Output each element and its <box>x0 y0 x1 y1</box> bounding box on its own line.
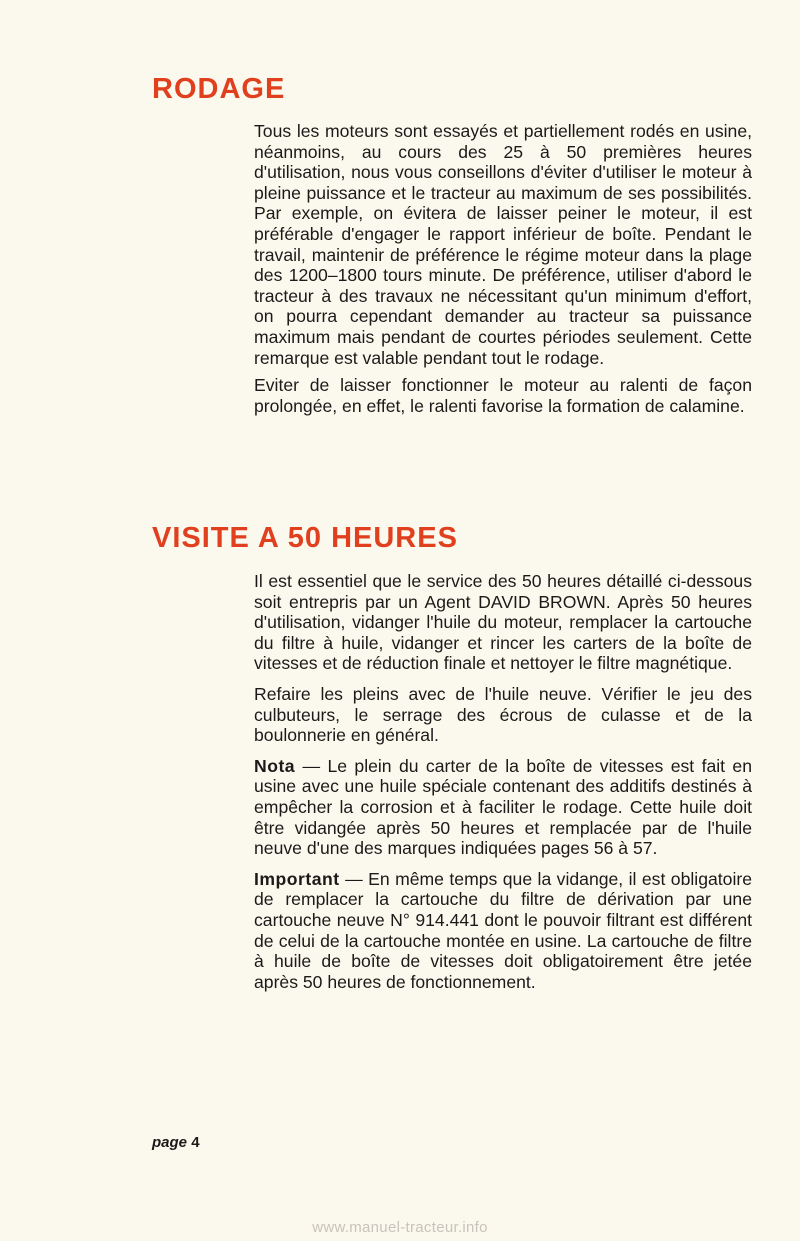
page-number <box>152 1134 200 1151</box>
section-visite <box>254 571 752 1002</box>
watermark: www.manuel-tracteur.info <box>312 1219 488 1236</box>
section-title-rodage: RODAGE <box>152 73 286 105</box>
important-paragraph <box>254 869 752 993</box>
section-title-visite: VISITE A 50 HEURES <box>152 522 458 554</box>
important-label: Important <box>254 868 340 889</box>
nota-text: — Le plein du carter de la boîte de vitesses est fait en usine avec une huile spéciale contenant des additifs destinés à empêcher la corrosion et à faciliter le rodage. Cette huile doit être vidangée après 50 heures et remplacée par de l'huile neuve d'une des marques indiquées pages 56 à 57. <box>254 755 752 859</box>
paragraph: Il est essentiel que le service des 50 heures détaillé ci-dessous soit entrepris par un Agent DAVID BROWN. Après 50 heures d'utilisation, vidanger l'huile du moteur, remplacer la cartouche du filtre à huile, vidanger et rincer les carters de la boîte de vitesses et de réduction finale et nettoyer le filtre magnétique. <box>254 571 752 674</box>
paragraph: Eviter de laisser fonctionner le moteur au ralenti de façon prolongée, en effet, le ralenti favorise la formation de calamine. <box>254 375 752 416</box>
paragraph: Refaire les pleins avec de l'huile neuve. Vérifier le jeu des culbuteurs, le serrage des écrous de culasse et de la boulonnerie en général. <box>254 683 752 746</box>
paragraph: Tous les moteurs sont essayés et partiellement rodés en usine, néanmoins, au cours des 25 à 50 premières heures d'utilisation, nous vous conseillons d'éviter d'utiliser le moteur à pleine puissance et le tracteur au maximum de ses possibilités. Par exemple, on évitera de laisser peiner le moteur, il est préférable d'engager le rapport inférieur de boîte. Pendant le travail, maintenir de préférence le régime moteur dans la plage des 1200–1800 tours minute. De préférence, utiliser d'abord le tracteur à des travaux ne nécessitant qu'un minimum d'effort, on pourra cependant demander au tracteur sa puissance maximum mais pendant de courtes périodes seulement. Cette remarque est valable pendant tout le rodage. <box>254 121 752 368</box>
page-number-value: 4 <box>191 1134 200 1151</box>
important-text: — En même temps que la vidange, il est obligatoire de remplacer la cartouche du filtre de dérivation par une cartouche neuve N° 914.441 dont le pouvoir filtrant est différent de celui de la cartouche montée en usine. La cartouche de filtre à huile de boîte de vitesses doit obligatoirement être jetée après 50 heures de fonctionnement. <box>254 868 752 992</box>
nota-paragraph <box>254 756 752 859</box>
section-rodage <box>254 121 752 423</box>
nota-label: Nota <box>254 755 296 776</box>
page-word: page <box>152 1134 188 1151</box>
